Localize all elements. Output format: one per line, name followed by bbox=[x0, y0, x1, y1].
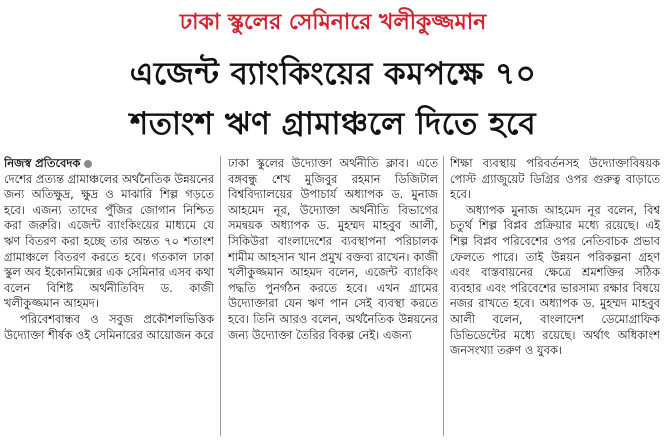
article-column-2 bbox=[228, 156, 438, 442]
column-3-paragraph-1: শিক্ষা ব্যবস্থায় পরিবর্তনসহ উদ্যোক্তাবিষয়ক পোস্ট গ্র্যাজুয়েট ডিগ্রির ওপর গুরুত্ব বাড়াতে হবে। bbox=[450, 156, 660, 202]
column-3-paragraph-2: অধ্যাপক মুনাজ আহমেদ নূর বলেন, বিশ্ব চতুর্থ শিল্প বিপ্লব প্রক্রিয়ার মধ্যে রয়েছে। এই শিল্প বিপ্লব পরিবেশের ওপর নেতিবাচক প্রভাব ফেলতে পারে। তাই উন্নয়ন পরিকল্পনা গ্রহণ এবং বাস্তবায়নের ক্ষেত্রে শ্রমশক্তির সঠিক ব্যবহার এবং পরিবেশের ভারসাম্য রক্ষার বিষয়ে নজর রাখতে হবে। অধ্যাপক ড. মুহম্মদ মাহবুব আলী বলেন, বাংলাদেশ ডেমোগ্রাফিক ডিভিডেন্টের মধ্যে রয়েছে। অর্থাৎ অধিকাংশ জনসংখ্যা তরুণ ও যুবক। bbox=[450, 202, 660, 358]
headline-line-2: শতাংশ ঋণ গ্রামাঞ্চলে দিতে হবে bbox=[129, 106, 537, 142]
article-column-1 bbox=[4, 156, 214, 442]
column-1-paragraph-1: দেশের প্রত্যন্ত গ্রামাঞ্চলের অর্থনৈতিক উন্নয়নের জন্য অতিক্ষুদ্র, ক্ষুদ্র ও মাঝারি শিল্প গড়তে হবে। এজন্য তাদের পুঁজির জোগান নিশ্চিত করা জরুরি। এজেন্ট ব্যাংকিংয়ের মাধ্যমে যে ঋণ বিতরণ করা হচ্ছে তার অন্তত ৭০ শতাংশ গ্রামাঞ্চলে বিতরণ করতে হবে। গতকাল ঢাকা স্কুল অব ইকোনমিক্সের এক সেমিনার এসব কথা বলেন বিশিষ্ট অর্থনীতিবিদ ড. কাজী খলীকুজ্জমান আহমদ। bbox=[4, 171, 214, 311]
byline-bullet-icon bbox=[84, 160, 92, 168]
article-column-3 bbox=[450, 156, 660, 442]
column-2-paragraph-1: ঢাকা স্কুলের উদ্যোক্তা অর্থনীতি ক্লাব। এতে বঙ্গবন্ধু শেখ মুজিবুর রহমান ডিজিটাল বিশ্ববিদ্যালয়ের উপাচার্য অধ্যাপক ড. মুনাজ আহমেদ নূর, উদ্যোক্তা অর্থনীতি বিভাগের সমন্বয়ক অধ্যাপক ড. মুহম্মদ মাহবুব আলী, সিকিউরা বাংলাদেশের ব্যবস্থাপনা পরিচালক শামীম আহসান খান প্রমুখ বক্তব্য রাখেন। কাজী খলীকুজ্জমান আহমদ বলেন, এজেন্ট ব্যাংকিং পদ্ধতি পুনর্গঠন করতে হবে। এখন গ্রামের উদ্যোক্তারা যেন ঋণ পান সেই ব্যবস্থা করতে হবে। তিনি আরও বলেন, অর্থনৈতিক উন্নয়নের জন্য উদ্যোক্তা তৈরির বিকল্প নেই। এজন্য bbox=[228, 156, 438, 342]
byline bbox=[4, 156, 214, 172]
headline-line-1: এজেন্ট ব্যাংকিংয়ের কমপক্ষে ৭০ bbox=[129, 56, 537, 92]
column-1-paragraph-2: পরিবেশবান্ধব ও সবুজ প্রকৌশলভিত্তিক উদ্যোক্তা শীর্ষক ওই সেমিনারের আয়োজন করে bbox=[4, 311, 214, 342]
column-divider-2 bbox=[443, 156, 444, 436]
article-kicker: ঢাকা স্কুলের সেমিনারে খলীকুজ্জমান bbox=[179, 10, 487, 35]
column-divider-1 bbox=[220, 156, 221, 436]
byline-text: নিজস্ব প্রতিবেদক bbox=[4, 156, 81, 170]
